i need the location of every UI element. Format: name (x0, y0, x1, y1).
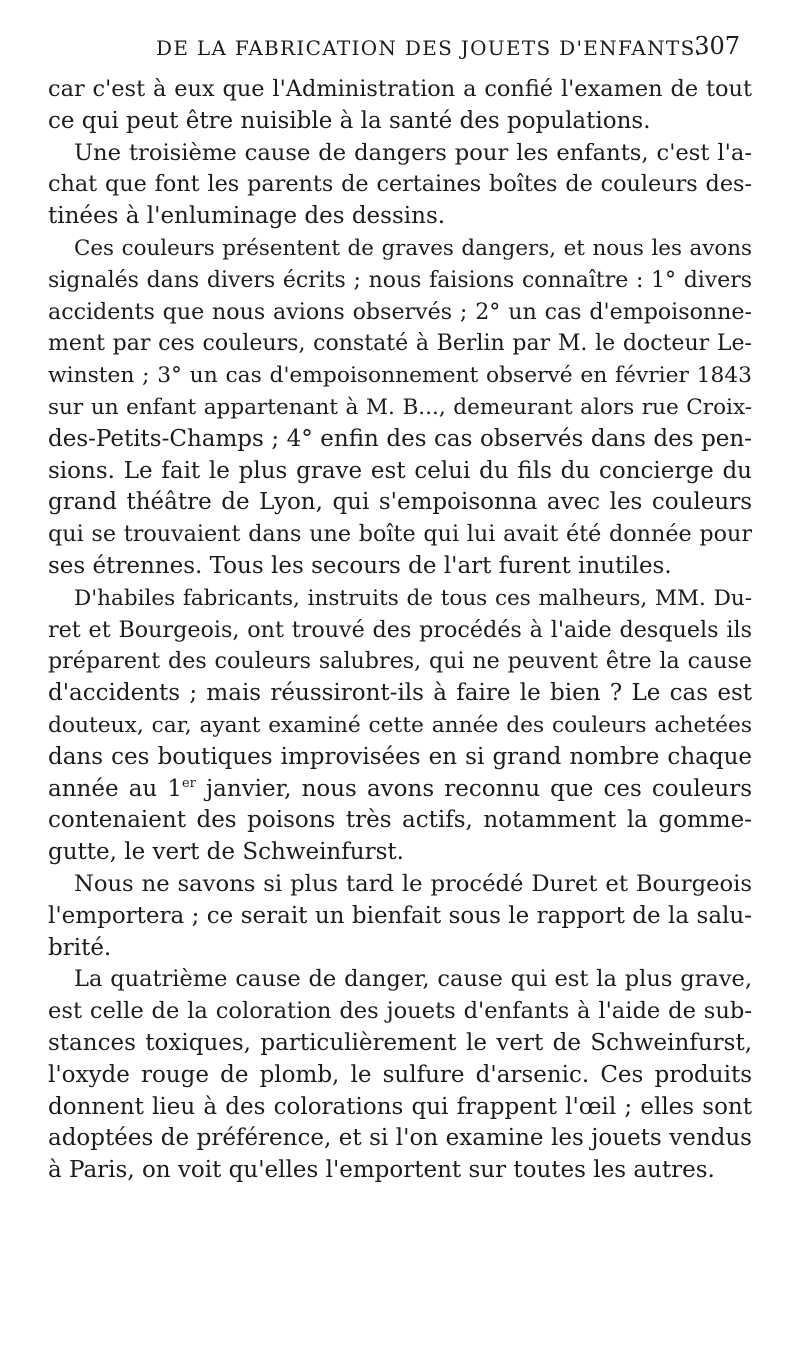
text-line: sions. Le fait le plus grave est celui du fils du concierge du (48, 457, 752, 484)
text-line: tinées à l'enluminage des dessins. (48, 203, 446, 230)
text-line: La quatrième cause de danger, cause qui est la plus grave, (74, 966, 752, 993)
text-line: à Paris, on voit qu'elles l'emportent sur toutes les autres. (48, 1157, 715, 1184)
text-line: stances toxiques, particulièrement le vert de Schweinfurst, (48, 1029, 752, 1056)
running-head (48, 32, 748, 66)
page-number: 307 (694, 32, 740, 60)
paragraph (48, 138, 752, 233)
text-line: qui se trouvaient dans une boîte qui lui avait été donnée pour (48, 521, 752, 548)
text-line: contenaient des poisons très actifs, notamment la gomme- (48, 807, 752, 834)
text-line: l'oxyde rouge de plomb, le sulfure d'arsenic. Ces produits (48, 1061, 752, 1088)
text-line: winsten ; 3° un cas d'empoisonnement observé en février 1843 (48, 363, 752, 389)
text-line: d'accidents ; mais réussiront-ils à faire le bien ? Le cas est (48, 680, 752, 707)
text-line: est celle de la coloration des jouets d'enfants à l'aide de sub- (48, 998, 752, 1025)
text-line: accidents que nous avions observés ; 2° un cas d'empoisonne- (48, 298, 752, 325)
running-title: DE LA FABRICATION DES JOUETS D'ENFANTS. (156, 36, 703, 60)
text-line: année au 1er janvier, nous avons reconnu que ces couleurs (48, 775, 752, 802)
paragraph (48, 233, 752, 583)
body-text (48, 74, 752, 1187)
text-line: gutte, le vert de Schweinfurst. (48, 839, 404, 866)
text-line: D'habiles fabricants, instruits de tous ces malheurs, MM. Du- (74, 585, 752, 611)
text-line: adoptées de préférence, et si l'on examine les jouets vendus (48, 1125, 752, 1152)
text-line: Nous ne savons si plus tard le procédé Duret et Bourgeois (74, 870, 752, 897)
text-line: dans ces boutiques improvisées en si grand nombre chaque (48, 743, 752, 770)
ordinal-superscript: er (181, 775, 196, 791)
text-line: brité. (48, 934, 112, 961)
text-line: des-Petits-Champs ; 4° enfin des cas observés dans des pen- (48, 425, 752, 452)
text-line: Ces couleurs présentent de graves dangers, et nous les avons (74, 235, 752, 261)
text-line: l'emportera ; ce serait un bienfait sous le rapport de la salu- (48, 902, 752, 929)
text-line: car c'est à eux que l'Administration a confié l'examen de tout (48, 76, 752, 102)
text-line: Une troisième cause de dangers pour les enfants, c'est l'a- (74, 139, 752, 166)
paragraph (48, 869, 752, 964)
text-line: préparent des couleurs salubres, qui ne peuvent être la cause (48, 648, 752, 675)
paragraph (48, 964, 752, 1187)
text-line: ment par ces couleurs, constaté à Berlin par M. le docteur Le- (48, 331, 752, 357)
text-line: ret et Bourgeois, ont trouvé des procédés à l'aide desquels ils (48, 616, 752, 643)
text-line: donnent lieu à des colorations qui frappent l'œil ; elles sont (48, 1093, 752, 1120)
text-line: ses étrennes. Tous les secours de l'art furent inutiles. (48, 552, 672, 579)
text-line: chat que font les parents de certaines boîtes de couleurs des- (48, 171, 752, 198)
text-line: douteux, car, ayant examiné cette année des couleurs achetées (48, 712, 752, 738)
text-line: ce qui peut être nuisible à la santé des populations. (48, 107, 651, 134)
paragraph (48, 74, 752, 138)
paragraph (48, 583, 752, 869)
text-line: grand théâtre de Lyon, qui s'empoisonna avec les couleurs (48, 489, 752, 516)
text-line: signalés dans divers écrits ; nous faisions connaître : 1° divers (48, 267, 752, 293)
text-line: sur un enfant appartenant à M. B..., demeurant alors rue Croix- (48, 394, 752, 420)
